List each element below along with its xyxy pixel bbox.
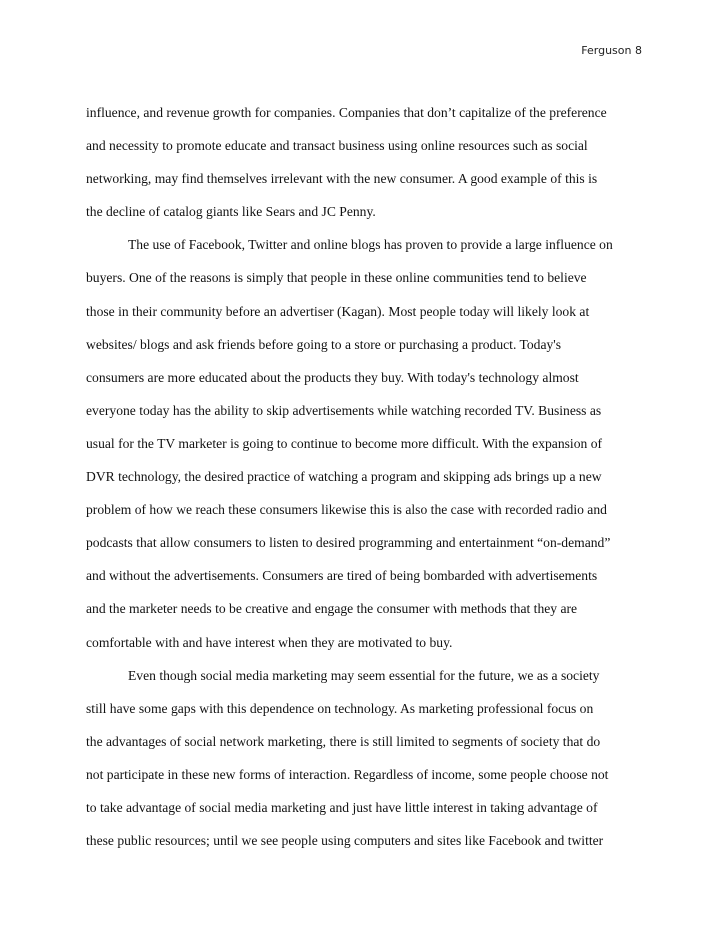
text-line: influence, and revenue growth for companies. Companies that don’t capitalize of the preference [86, 105, 607, 120]
text-line: and without the advertisements. Consumers are tired of being bombarded with advertisements [86, 568, 598, 584]
running-head: Ferguson 8 [581, 44, 642, 57]
text-line: and the marketer needs to be creative and engage the consumer with methods that they are [86, 601, 578, 617]
paragraph-start-line: The use of Facebook, Twitter and online blogs has proven to provide a large influence on [128, 237, 613, 253]
text-line: the advantages of social network marketing, there is still limited to segments of society that do [86, 733, 601, 749]
text-line: buyers. One of the reasons is simply that people in these online communities tend to believe [86, 270, 587, 286]
text-line: everyone today has the ability to skip advertisements while watching recorded TV. Business as [86, 402, 602, 418]
text-line: comfortable with and have interest when they are motivated to buy. [86, 634, 453, 650]
text-line: the decline of catalog giants like Sears and JC Penny. [86, 204, 376, 220]
text-line: podcasts that allow consumers to listen to desired programming and entertainment “on-demand” [86, 535, 611, 551]
text-line: those in their community before an advertiser (Kagan). Most people today will likely look at [86, 303, 590, 319]
text-line: usual for the TV marketer is going to continue to become more difficult. With the expansion of [86, 435, 603, 451]
document-body [86, 96, 642, 857]
text-line: these public resources; until we see people using computers and sites like Facebook and twitter [86, 833, 604, 849]
text-line: still have some gaps with this dependence on technology. As marketing professional focus on [86, 700, 594, 716]
text-line: DVR technology, the desired practice of watching a program and skipping ads brings up a new [86, 469, 602, 485]
text-line: consumers are more educated about the products they buy. With today's technology almost [86, 369, 579, 385]
text-line: networking, may find themselves irrelevant with the new consumer. A good example of this is [86, 171, 598, 187]
text-line: problem of how we reach these consumers likewise this is also the case with recorded radio and [86, 502, 607, 518]
text-line: to take advantage of social media marketing and just have little interest in taking advantage of [86, 799, 598, 815]
text-line: and necessity to promote educate and transact business using online resources such as social [86, 138, 588, 154]
paragraph-start-line: Even though social media marketing may seem essential for the future, we as a society [128, 667, 600, 683]
text-line: websites/ blogs and ask friends before going to a store or purchasing a product. Today's [86, 336, 562, 352]
text-line: not participate in these new forms of interaction. Regardless of income, some people choose not [86, 766, 609, 782]
